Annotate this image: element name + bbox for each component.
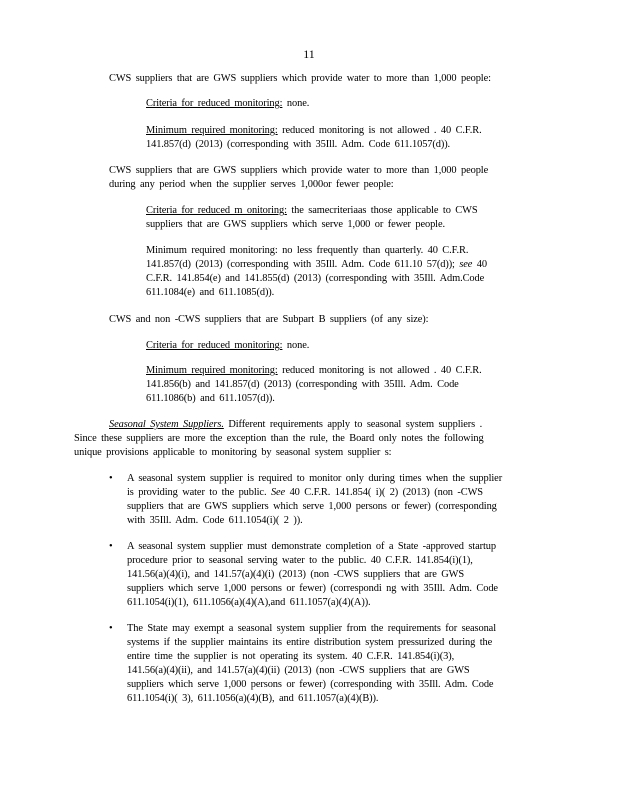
section-heading-gws-fewer-period: CWS suppliers that are GWS suppliers which provide water to more than 1,000 people [109,165,489,176]
page-number: 11 [303,47,315,61]
criteria-label: Criteria for reduced monitoring: [146,98,283,109]
minimum-line [146,124,482,138]
bullet-text [127,486,483,500]
minimum-line-cont: C.F.R. 141.854(e) and 141.855(d) (2013) (corresponding with 35Ill. Adm.Code [146,273,485,284]
minimum-line-cont [146,258,487,272]
bullet-text: suppliers which serve 1,000 persons or fewer) (correspondi ng with 35Ill. Adm. Code [127,583,498,594]
seasonal-paragraph-line: Since these suppliers are more the exception than the rule, the Board only notes the following [74,433,484,444]
minimum-line-cont: 611.1084(e) and 611.1085(d)). [146,287,275,298]
bullet-text: 611.1054(i)(1), 611.1056(a)(4)(A),and 611.1057(a)(4)(A)). [127,597,371,608]
minimum-label: Minimum required monitoring: [146,125,278,136]
section-heading-cont: during any period when the supplier serves 1,000or fewer people: [109,179,394,190]
minimum-line-cont: 141.857(d) (2013) (corresponding with 35Ill. Adm. Code 611.1057(d)). [146,139,451,150]
paragraph-text: Different requirements apply to seasonal system suppliers . [223,419,483,430]
bullet-icon: • [109,623,113,634]
minimum-line [146,364,482,378]
criteria-value: none. [282,98,310,109]
bullet-text: suppliers that are GWS suppliers which serve 1,000 persons or fewer) (corresponding [127,501,497,512]
criteria-value: none. [282,340,310,351]
bullet-text-part: 40 C.F.R. 141.854( i)( 2) (2013) (non -CWS [285,487,483,498]
bullet-text: suppliers which serve 1,000 persons or fewer) (corresponding with 35Ill. Adm. Code [127,679,494,690]
criteria-line [146,204,478,218]
see-signal: See [270,487,286,498]
minimum-value: reduced monitoring is not allowed . 40 C.F.R. [277,125,482,136]
bullet-text: procedure prior to seasonal serving water to the public. 40 C.F.R. 141.854(i)(1), [127,555,473,566]
seasonal-paragraph-line [109,418,482,432]
seasonal-paragraph-line: unique provisions applicable to monitoring by seasonal system supplier s: [74,447,392,458]
section-heading-subpart-b: CWS and non -CWS suppliers that are Subpart B suppliers (of any size): [109,314,429,325]
see-signal: see [459,259,473,270]
minimum-label: Minimum required monitoring: [146,365,278,376]
seasonal-title: Seasonal System Suppliers. [109,419,224,430]
criteria-label: Criteria for reduced m onitoring: [146,205,287,216]
bullet-text: A seasonal system supplier must demonstrate completion of a State -approved startup [127,541,496,552]
criteria-line-cont: suppliers that are GWS suppliers which serve 1,000 or fewer people. [146,219,445,230]
bullet-icon: • [109,473,113,484]
criteria-line [146,339,309,353]
citation-text: 40 [472,259,488,270]
section-heading-gws-over-1000: CWS suppliers that are GWS suppliers which provide water to more than 1,000 people: [109,73,491,84]
criteria-value: the samecriteriaas those applicable to CWS [286,205,478,216]
minimum-line: Minimum required monitoring: no less frequently than quarterly. 40 C.F.R. [146,245,469,256]
bullet-text: systems if the supplier maintains its entire distribution system pressurized during the [127,637,493,648]
bullet-text: 141.56(a)(4)(ii), and 141.57(a)(4)(ii) (2013) (non -CWS suppliers that are GWS [127,665,470,676]
criteria-label: Criteria for reduced monitoring: [146,340,283,351]
bullet-text-part: is providing water to the public. [127,487,271,498]
bullet-icon: • [109,541,113,552]
minimum-value: reduced monitoring is not allowed . 40 C.F.R. [277,365,482,376]
bullet-text: The State may exempt a seasonal system supplier from the requirements for seasonal [127,623,496,634]
bullet-text: entire time the supplier is not operating its system. 40 C.F.R. 141.854(i)(3), [127,651,455,662]
bullet-text: 611.1054(i)( 3), 611.1056(a)(4)(B), and 611.1057(a)(4)(B)). [127,693,379,704]
bullet-text: 141.56(a)(4)(i), and 141.57(a)(4)(i) (2013) (non -CWS suppliers that are GWS [127,569,465,580]
minimum-line-cont: 611.1086(b) and 611.1057(d)). [146,393,275,404]
bullet-text: with 35Ill. Adm. Code 611.1054(i)( 2 )). [127,515,303,526]
criteria-line [146,97,309,111]
minimum-line-cont: 141.856(b) and 141.857(d) (2013) (corresponding with 35Ill. Adm. Code [146,379,459,390]
bullet-text: A seasonal system supplier is required to monitor only during times when the supplier [127,473,503,484]
citation-text: 141.857(d) (2013) (corresponding with 35Ill. Adm. Code 611.10 57(d)); [146,259,460,270]
